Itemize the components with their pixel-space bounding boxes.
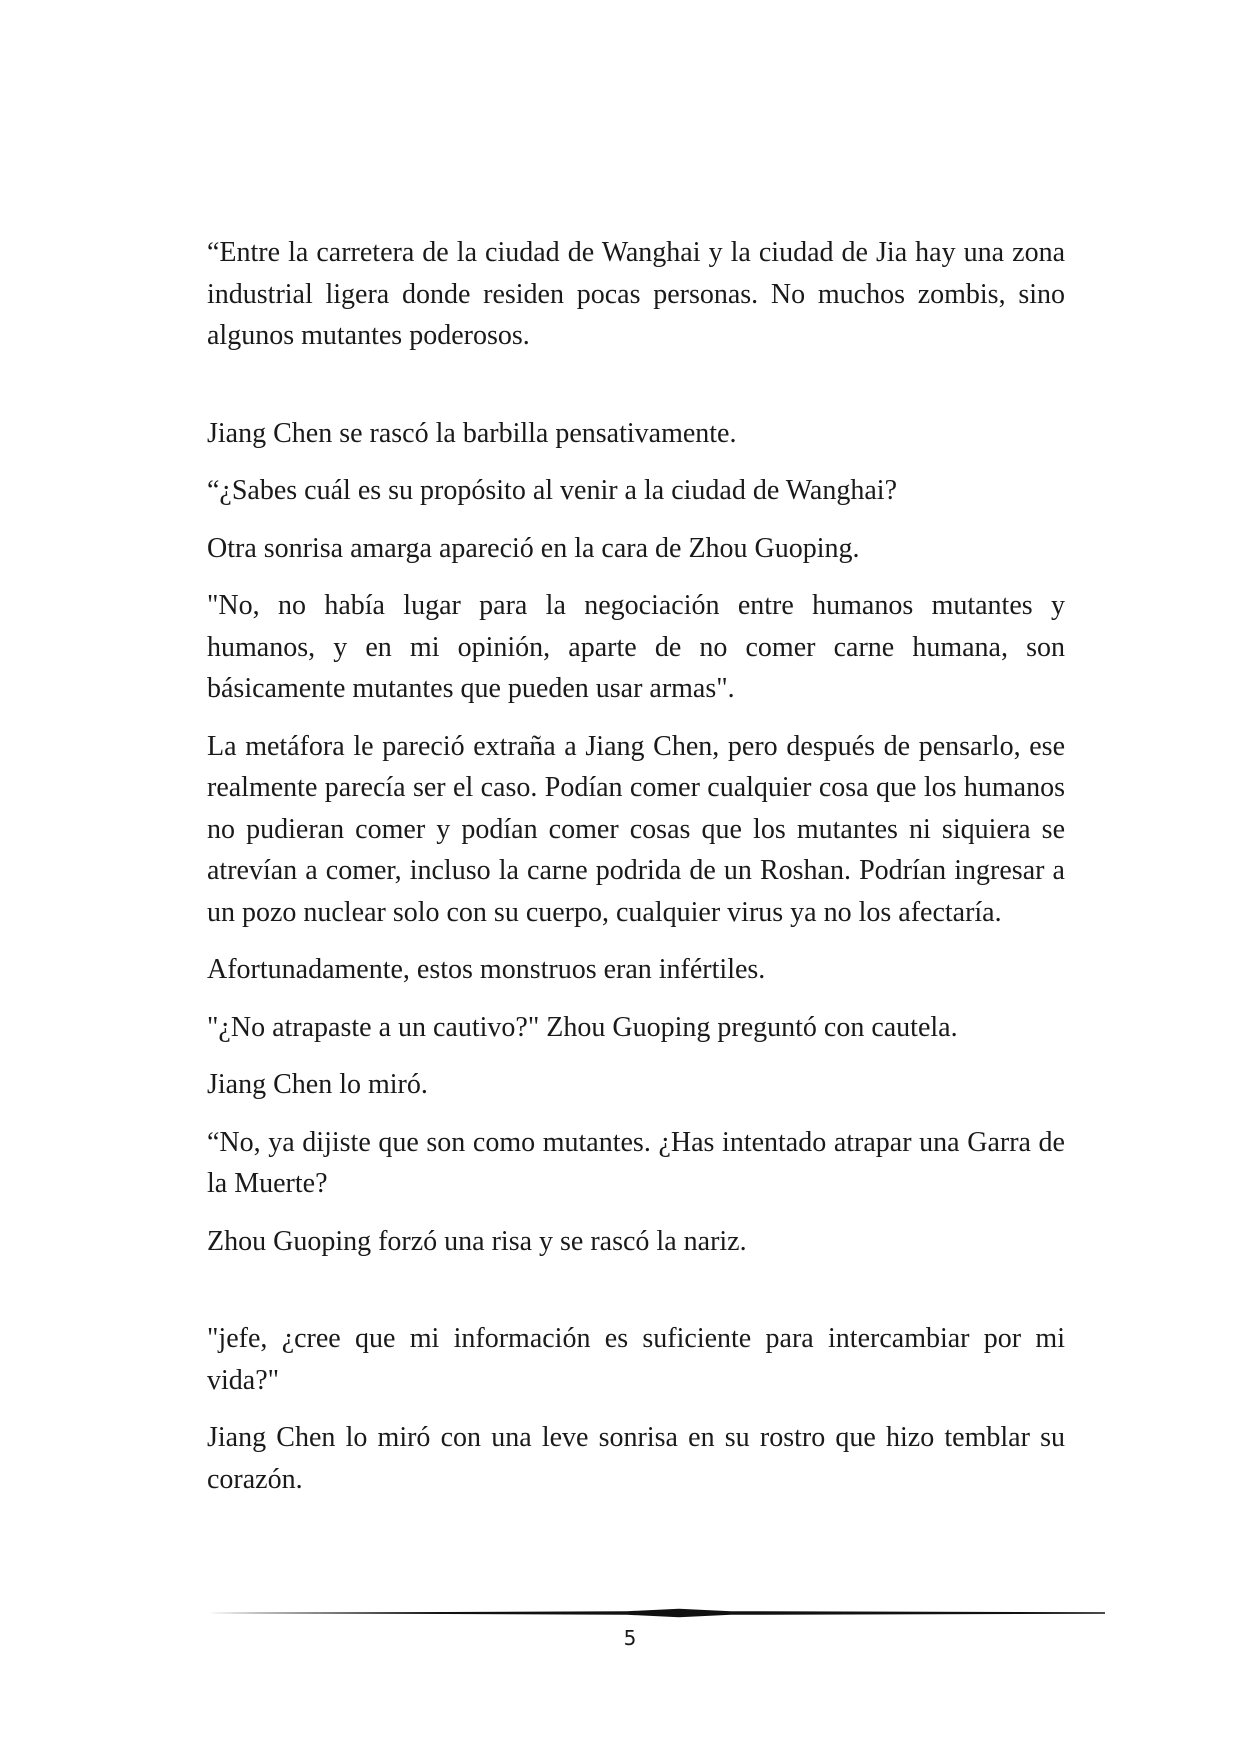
paragraph: Jiang Chen se rascó la barbilla pensativamente. xyxy=(207,417,737,449)
paragraph: “No, ya dijiste que son como mutantes. ¿Has intentado atrapar una Garra de la Muerte? xyxy=(207,1126,1065,1199)
paragraph: “Entre la carretera de la ciudad de Wanghai y la ciudad de Jia hay una zona industrial ligera donde residen pocas personas. No muchos zombis, sino algunos mutantes poderosos. xyxy=(207,237,1065,351)
paragraph: "No, no había lugar para la negociación entre humanos mutantes y humanos, y en mi opinión, aparte de no comer carne humana, son básicamente mutantes que pueden usar armas". xyxy=(207,590,1065,704)
body-text xyxy=(207,232,1065,1516)
paragraph: La metáfora le pareció extraña a Jiang Chen, pero después de pensarlo, ese realmente parecía ser el caso. Podían comer cualquier cosa que los humanos no pudieran comer y podían comer cosas que los mutantes ni siquiera se atrevían a comer, incluso la carne podrida de un Roshan. Podrían ingresar a un pozo nuclear solo con su cuerpo, cualquier virus ya no los afectaría. xyxy=(207,730,1065,928)
paragraph: “¿Sabes cuál es su propósito al venir a la ciudad de Wanghai? xyxy=(207,475,897,506)
paragraph: Afortunadamente, estos monstruos eran infértiles. xyxy=(207,954,766,985)
paragraph: Otra sonrisa amarga apareció en la cara de Zhou Guoping. xyxy=(207,532,860,564)
page-number: 5 xyxy=(623,1626,637,1650)
paragraph: Jiang Chen lo miró con una leve sonrisa en su rostro que hizo temblar su corazón. xyxy=(207,1422,1065,1495)
paragraph: "jefe, ¿cree que mi información es suficiente para intercambiar por mi vida?" xyxy=(207,1323,1065,1396)
footer-divider xyxy=(207,1608,1105,1618)
paragraph: Jiang Chen lo miró. xyxy=(207,1069,428,1100)
paragraph: Zhou Guoping forzó una risa y se rascó la nariz. xyxy=(207,1225,747,1257)
paragraph: "¿No atrapaste a un cautivo?" Zhou Guoping preguntó con cautela. xyxy=(207,1011,958,1043)
